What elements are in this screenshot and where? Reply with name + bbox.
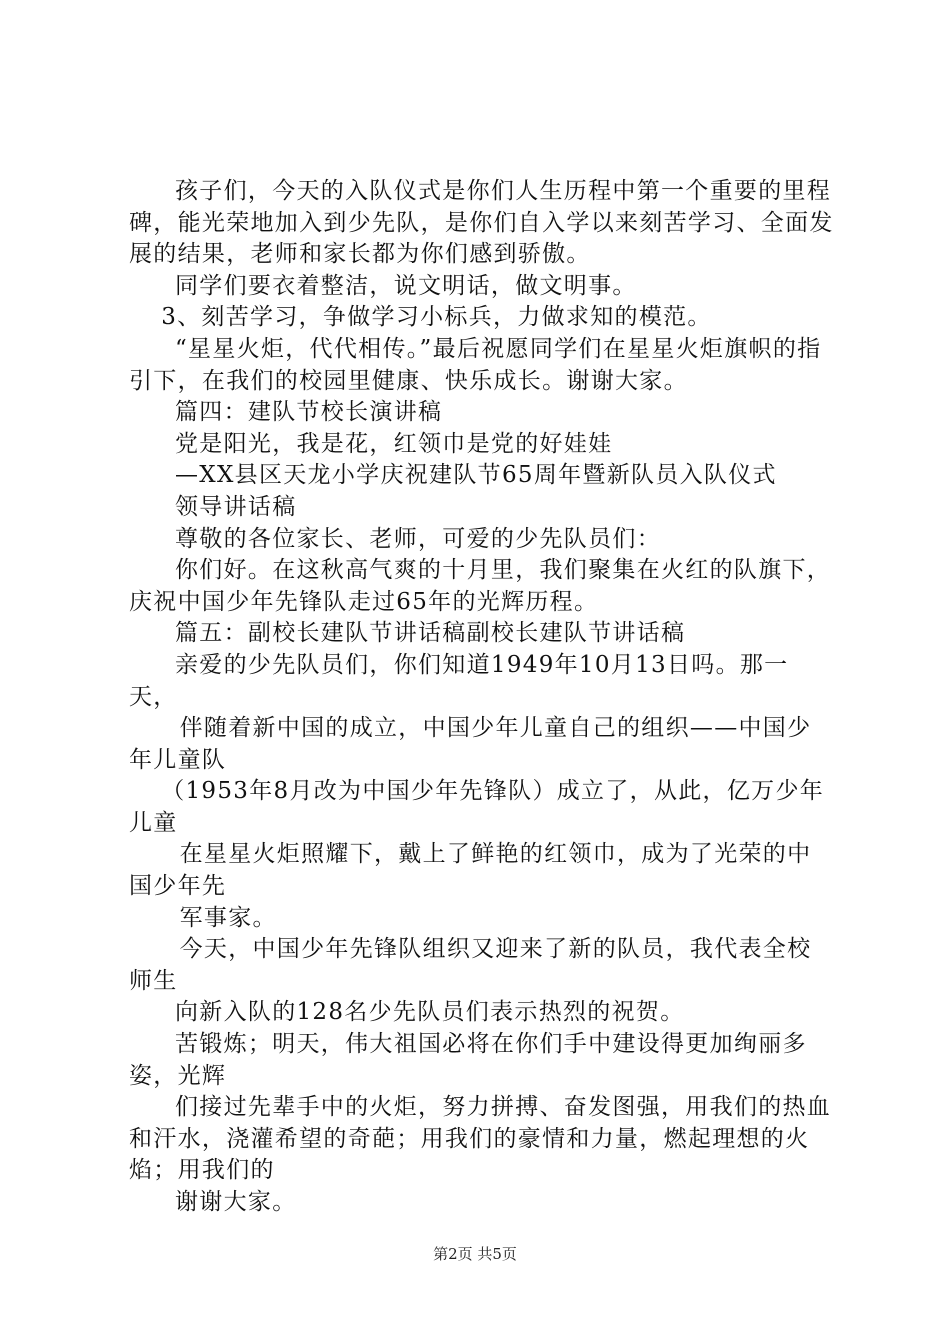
paragraph-1: 孩子们，今天的入队仪式是你们人生历程中第一个重要的里程碑，能光荣地加入到少先队，是你们自入学以来刻苦学习、全面发展的结果，老师和家长都为你们感到骄傲。 (129, 178, 834, 268)
speech-subtitle: —XX县区天龙小学庆祝建队节65周年暨新队员入队仪式 (175, 462, 777, 489)
document-body (129, 176, 835, 1219)
salutation: 尊敬的各位家长、老师，可爱的少先队员们： (175, 525, 661, 552)
section-heading-5: 篇五：副校长建队节讲话稿副校长建队节讲话稿 (175, 620, 686, 647)
paragraph-3: 3、刻苦学习，争做学习小标兵，力做求知的模范。 (161, 304, 712, 331)
paragraph-4: “星星火炬，代代相传。”最后祝愿同学们在星星火炬旗帜的指引下，在我们的校园里健康、快乐成长。谢谢大家。 (129, 335, 822, 394)
paragraph-torch: 们接过先辈手中的火炬，努力拼搏、奋发图强，用我们的热血和汗水，浇灌希望的奇葩；用我们的豪情和力量，燃起理想的火焰；用我们的 (129, 1094, 832, 1184)
paragraph-history-3: （1953年8月改为中国少年先锋队）成立了，从此，亿万少年儿童 (129, 778, 825, 836)
paragraph-history-1: 亲爱的少先队员们，你们知道1949年10月13日吗。那一天， (129, 651, 789, 710)
paragraph-2: 同学们要衣着整洁，说文明话，做文明事。 (175, 272, 637, 299)
paragraph-thanks: 谢谢大家。 (175, 1189, 297, 1215)
speech-title: 党是阳光，我是花，红领巾是党的好娃娃 (175, 430, 613, 457)
paragraph-future: 苦锻炼；明天，伟大祖国必将在你们手中建设得更加绚丽多姿，光辉 (129, 1031, 807, 1089)
paragraph-today: 今天，中国少年先锋队组织又迎来了新的队员，我代表全校师生 (129, 936, 812, 994)
speech-subtitle-cont: 领导讲话稿 (175, 493, 297, 520)
paragraph-history-4: 在星星火炬照耀下，戴上了鲜艳的红领巾，成为了光荣的中国少年先 (129, 841, 812, 900)
paragraph-congrats: 向新入队的128名少先队员们表示热烈的祝贺。 (175, 999, 685, 1026)
page-footer: 第2页 共5页 (433, 1245, 517, 1263)
paragraph-history-5: 军事家。 (179, 904, 277, 931)
paragraph-history-2: 伴随着新中国的成立，中国少年儿童自己的组织——中国少年儿童队 (129, 715, 812, 773)
section-heading-4: 篇四：建队节校长演讲稿 (175, 399, 443, 426)
paragraph-greeting: 你们好。在这秋高气爽的十月里，我们聚集在火红的队旗下，庆祝中国少年先锋队走过65年的光辉历程。 (129, 557, 832, 615)
